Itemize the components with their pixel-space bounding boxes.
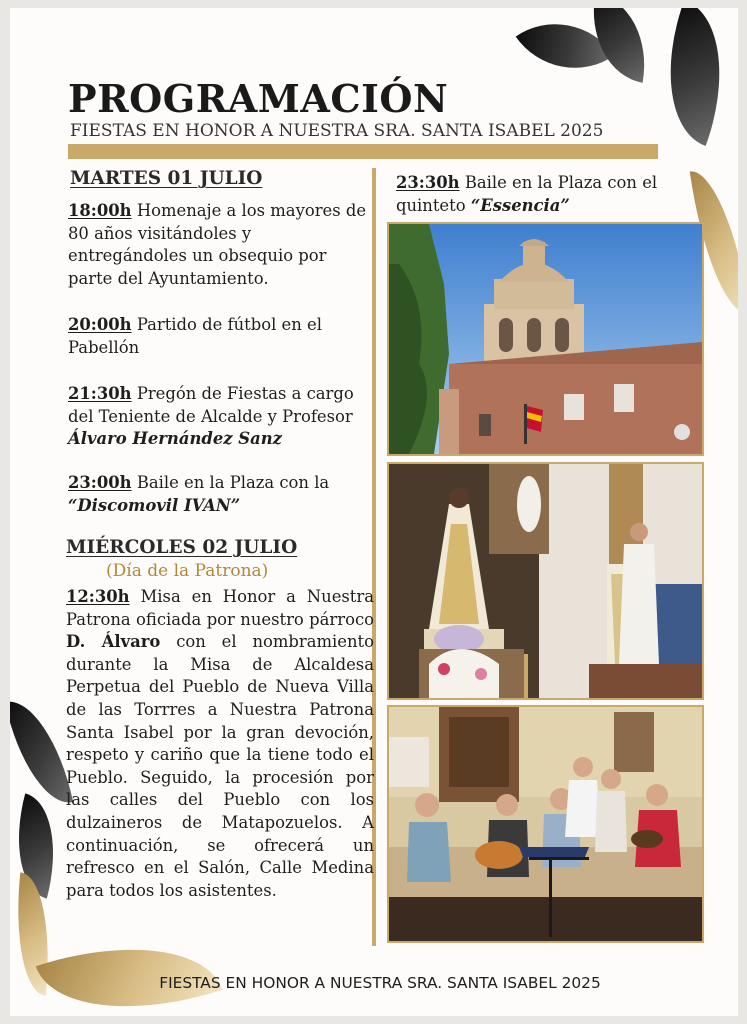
program-page (10, 8, 738, 1016)
event-speaker-name: Álvaro Hernández Sanz (68, 429, 282, 449)
church-tower-photo (387, 222, 704, 456)
event-time: 23:00h (68, 473, 132, 492)
event-23-30 (396, 172, 696, 217)
event-band-name: “Discomovil IVAN” (68, 495, 241, 515)
patrona-day-note: (Día de la Patrona) (106, 561, 269, 581)
event-text: Misa en Honor a Nuestra Patrona oficiada por nuestro párroco (66, 587, 375, 629)
event-12-30 (66, 586, 374, 902)
event-21-30 (68, 383, 373, 451)
event-23-00 (68, 472, 358, 517)
event-time: 20:00h (68, 315, 132, 334)
event-time: 12:30h (66, 587, 130, 606)
event-band-name: “Essencia” (470, 195, 570, 215)
event-priest-name: D. Álvaro (66, 632, 161, 652)
event-time: 18:00h (68, 201, 132, 220)
music-group-photo (387, 705, 704, 943)
event-text: Baile en la Plaza con el quinteto (396, 173, 658, 215)
event-text: Partido de fútbol en el Pabellón (68, 315, 322, 357)
page-subtitle: FIESTAS EN HONOR A NUESTRA SRA. SANTA ISABEL 2025 (70, 121, 604, 141)
event-text: Baile en la Plaza con la (136, 473, 330, 492)
page-footer: FIESTAS EN HONOR A NUESTRA SRA. SANTA ISABEL 2025 (159, 974, 601, 992)
event-time: 23:30h (396, 173, 460, 192)
event-18-00 (68, 200, 368, 290)
day-heading-miercoles: MIÉRCOLES 02 JULIO (66, 537, 298, 558)
day-heading-martes: MARTES 01 JULIO (70, 168, 263, 189)
title-divider (68, 144, 658, 159)
event-text: con el nombramiento durante la Misa de Alcaldesa Perpetua del Pueblo de Nueva Villa de las Torrres a Nuestra Patrona Santa Isabel por la gran devoción, respeto y cariño que la tiene todo el Pueblo. Seguido, la procesión por las calles del Pueblo con los dulzaineros de Matapozuelos. A continuación, se ofrecerá un refresco en el Salón, Calle Medina para todos los asistentes. (66, 632, 375, 900)
event-time: 21:30h (68, 384, 132, 403)
virgin-statue-altar-photo (387, 462, 704, 700)
event-text: Pregón de Fiestas a cargo del Teniente de Alcalde y Profesor (68, 384, 354, 426)
page-title: PROGRAMACIÓN (68, 76, 449, 121)
event-text: Homenaje a los mayores de 80 años visitándoles y entregándoles un obsequio por parte del Ayuntamiento. (68, 201, 367, 288)
event-20-00 (68, 314, 348, 359)
